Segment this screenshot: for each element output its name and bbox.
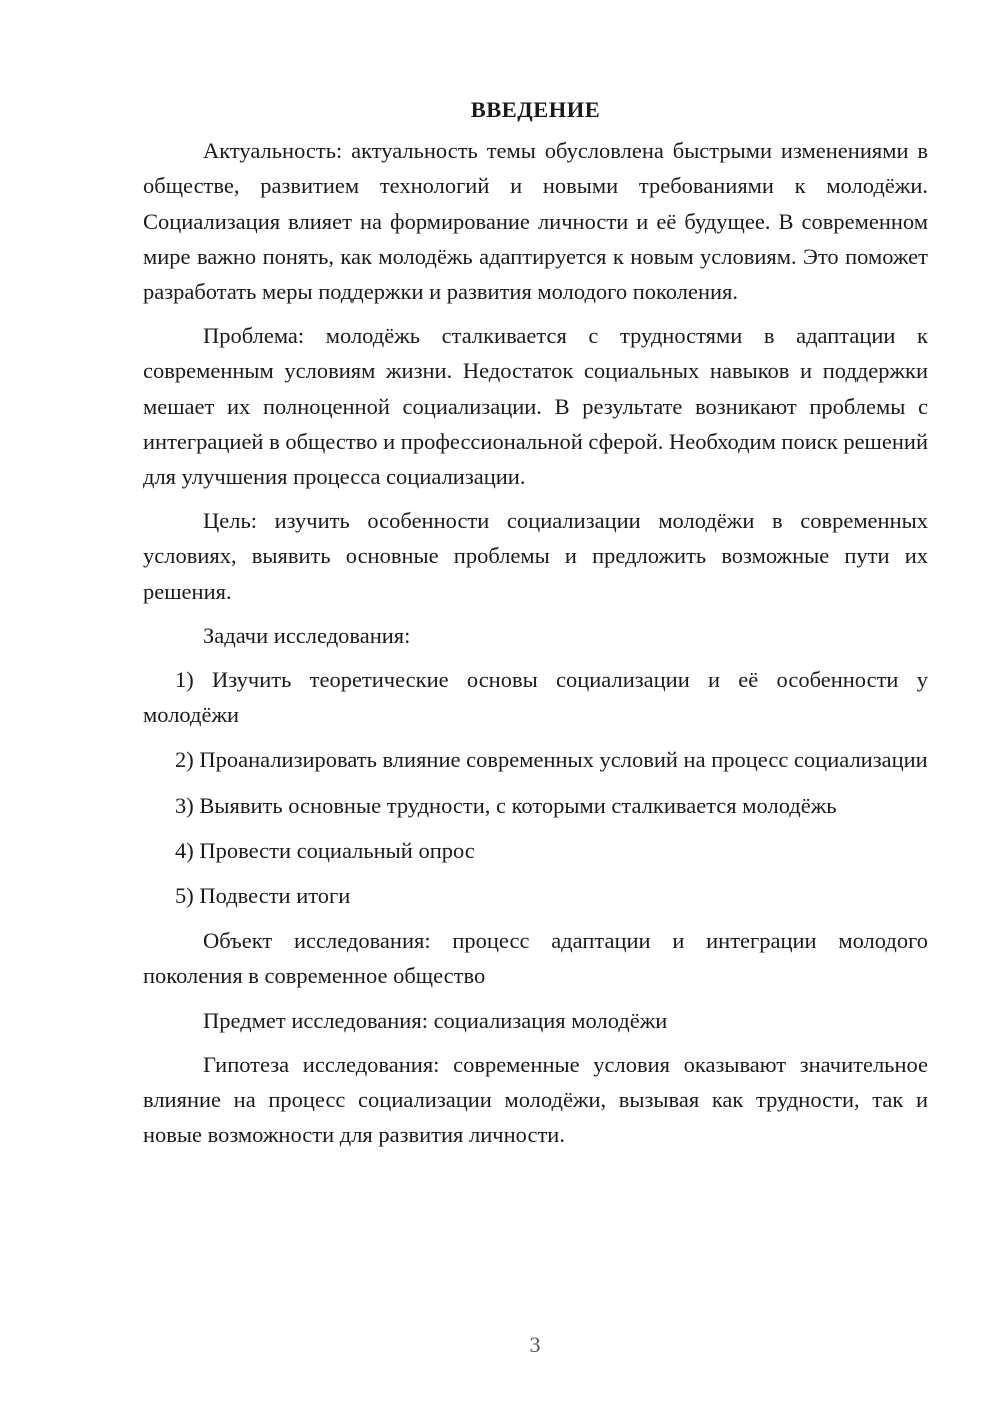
- tasks-list: [143, 662, 928, 913]
- task-item: 1) Изучить теоретические основы социализации и её особенности у молодёжи: [143, 667, 928, 728]
- page-number: 3: [529, 1332, 541, 1357]
- goal-paragraph: Цель: изучить особенности социализации молодёжи в современных условиях, выявить основные проблемы и предложить возможные пути их решения.: [143, 508, 928, 604]
- object-paragraph: Объект исследования: процесс адаптации и интеграции молодого поколения в современное общество: [143, 928, 928, 989]
- tasks-title: Задачи исследования:: [203, 622, 411, 648]
- task-item: 2) Проанализировать влияние современных условий на процесс социализации: [175, 747, 928, 773]
- task-item: 5) Подвести итоги: [175, 883, 351, 909]
- document-body: [143, 92, 928, 1152]
- task-item: 3) Выявить основные трудности, с которыми сталкивается молодёжь: [175, 792, 837, 818]
- subject-paragraph: Предмет исследования: социализация молодёжи: [203, 1007, 668, 1033]
- relevance-paragraph: Актуальность: актуальность темы обусловлена быстрыми изменениями в обществе, развитием технологий и новыми требованиями к молодёжи. Социализация влияет на формирование личности и её будущее. В современном мире важно понять, как молодёжь адаптируется к новым условиям. Это поможет разработать меры поддержки и развития молодого поколения.: [143, 138, 928, 305]
- page-title: ВВЕДЕНИЕ: [470, 97, 601, 122]
- hypothesis-paragraph: Гипотеза исследования: современные условия оказывают значительное влияние на процесс социализации молодёжи, вызывая как трудности, так и новые возможности для развития личности.: [143, 1051, 928, 1148]
- problem-paragraph: Проблема: молодёжь сталкивается с трудностями в адаптации к современным условиям жизни. Недостаток социальных навыков и поддержки мешает их полноценной социализации. В результате возникают проблемы с интеграцией в общество и профессиональной сферой. Необходим поиск решений для улучшения процесса социализации.: [143, 323, 928, 490]
- task-item: 4) Провести социальный опрос: [175, 837, 475, 863]
